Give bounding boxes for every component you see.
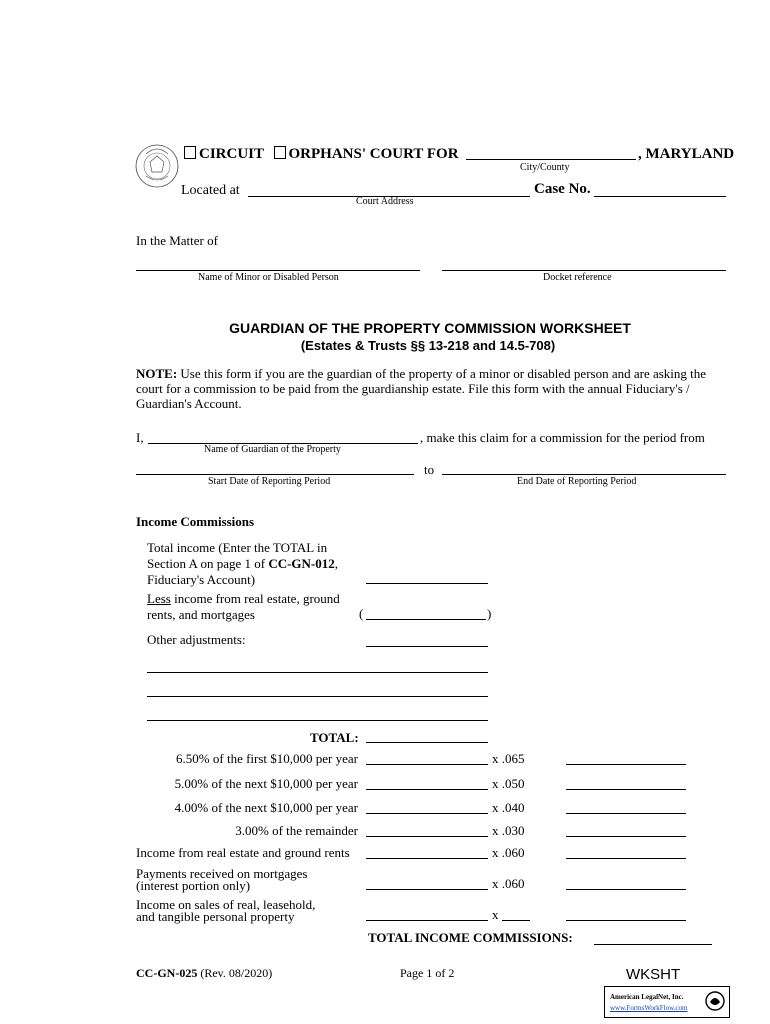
total-label: TOTAL: <box>310 730 359 745</box>
rate-row-label: Income from real estate and ground rents <box>136 845 350 860</box>
cc-gn-012-ref: CC-GN-012 <box>268 556 335 571</box>
claim-text: , make this claim for a commission for the period from <box>420 430 705 445</box>
wksht-label: WKSHT <box>626 966 681 983</box>
guardian-name-caption: Name of Guardian of the Property <box>204 444 341 455</box>
rate-row-label: 3.00% of the remainder <box>235 823 358 838</box>
form-id-code: CC-GN-025 <box>136 966 198 980</box>
total-income-line-2a: Section A on page 1 of <box>147 556 269 571</box>
sales-result-field[interactable] <box>566 920 686 921</box>
paren-close: ) <box>487 606 492 621</box>
total-field[interactable] <box>366 742 488 743</box>
adjustment-line-1[interactable] <box>147 672 488 673</box>
rate-row-label: 6.50% of the first $10,000 per year <box>176 751 358 766</box>
publisher-logo <box>604 986 730 1018</box>
less-income-field[interactable] <box>366 619 486 620</box>
page-number: Page 1 of 2 <box>400 966 455 980</box>
mortgages-multiplier: x .060 <box>492 876 525 891</box>
rate-row-amount-field[interactable] <box>366 813 488 814</box>
rate-row-result-field[interactable] <box>566 858 686 859</box>
note-line-2: court for a commission to be paid from the guardianship estate. File this form with the annual Fiduciary's / <box>136 381 690 396</box>
note-line-3: Guardian's Account. <box>136 396 242 411</box>
in-the-matter-label: In the Matter of <box>136 233 218 248</box>
total-income-commissions-label: TOTAL INCOME COMMISSIONS: <box>368 930 573 945</box>
note-label: NOTE: <box>136 366 178 381</box>
mortgages-result-field[interactable] <box>566 889 686 890</box>
note-line-1 <box>136 366 706 382</box>
total-income-line-2 <box>147 556 338 572</box>
adjustment-line-2[interactable] <box>147 696 488 697</box>
rate-row-multiplier: x .065 <box>492 751 525 766</box>
rate-row-result-field[interactable] <box>566 836 686 837</box>
state-label: , MARYLAND <box>638 146 735 162</box>
sales-line-2: and tangible personal property <box>136 909 295 924</box>
total-income-commissions-field[interactable] <box>594 944 712 945</box>
end-date-caption: End Date of Reporting Period <box>517 476 637 487</box>
other-adjustments-label: Other adjustments: <box>147 632 246 647</box>
form-revision: (Rev. 08/2020) <box>200 966 273 980</box>
publisher-seal-icon <box>704 990 726 1012</box>
note-text-1: Use this form if you are the guardian of the property of a minor or disabled person and are asking the <box>180 366 707 381</box>
form-subtitle: (Estates & Trusts §§ 13-218 and 14.5-708) <box>300 338 556 353</box>
rate-row-amount-field[interactable] <box>366 764 488 765</box>
circuit-label: CIRCUIT <box>199 146 264 162</box>
to-label: to <box>424 462 435 477</box>
rate-row-multiplier: x .030 <box>492 823 525 838</box>
i-label: I, <box>136 430 144 445</box>
publisher-name: American LegalNet, Inc. <box>610 993 684 1001</box>
circuit-checkbox[interactable] <box>184 146 196 159</box>
rate-row-result-field[interactable] <box>566 813 686 814</box>
rate-row-label: 4.00% of the next $10,000 per year <box>174 800 358 815</box>
rate-row-multiplier: x .040 <box>492 800 525 815</box>
case-no-label: Case No. <box>534 181 591 197</box>
income-commissions-heading: Income Commissions <box>136 514 255 529</box>
maryland-seal-icon <box>134 140 180 192</box>
rate-row-amount-field[interactable] <box>366 836 488 837</box>
other-adjustments-field[interactable] <box>366 646 488 647</box>
person-name-field[interactable] <box>136 270 420 271</box>
docket-reference-field[interactable] <box>442 270 726 271</box>
rate-row-amount-field[interactable] <box>366 858 488 859</box>
city-county-caption: City/County <box>520 162 570 173</box>
publisher-website-link[interactable]: www.FormsWorkFlow.com <box>610 1004 688 1012</box>
start-date-field[interactable] <box>136 474 414 475</box>
rate-row-result-field[interactable] <box>566 789 686 790</box>
mortgages-amount-field[interactable] <box>366 889 488 890</box>
rate-row-label: 5.00% of the next $10,000 per year <box>174 776 358 791</box>
orphans-court-checkbox[interactable] <box>274 146 286 159</box>
mortgages-line-2: (interest portion only) <box>136 878 251 893</box>
paren-open: ( <box>359 606 364 621</box>
case-no-field[interactable] <box>594 196 726 197</box>
start-date-caption: Start Date of Reporting Period <box>208 476 331 487</box>
city-county-field[interactable] <box>466 159 636 160</box>
mortgages-line-1: Payments received on mortgages <box>136 866 308 881</box>
end-date-field[interactable] <box>442 474 726 475</box>
form-title: GUARDIAN OF THE PROPERTY COMMISSION WORKSHEET <box>229 320 631 336</box>
form-id <box>136 966 272 981</box>
sales-line-1: Income on sales of real, leasehold, <box>136 897 316 912</box>
total-income-field[interactable] <box>366 583 488 584</box>
docket-caption: Docket reference <box>543 272 612 283</box>
rate-row-amount-field[interactable] <box>366 789 488 790</box>
court-address-caption: Court Address <box>356 196 414 207</box>
adjustment-line-3[interactable] <box>147 720 488 721</box>
orphans-court-label: ORPHANS' COURT FOR <box>288 146 459 162</box>
total-income-line-2c: , <box>334 556 339 571</box>
rate-row-multiplier: x .050 <box>492 776 525 791</box>
less-word: Less <box>147 591 171 606</box>
total-income-line-1: Total income (Enter the TOTAL in <box>147 540 328 555</box>
person-name-caption: Name of Minor or Disabled Person <box>198 272 339 283</box>
located-at-label: Located at <box>181 183 240 198</box>
sales-rate-field[interactable] <box>502 920 530 921</box>
less-income-line-2: rents, and mortgages <box>147 607 255 622</box>
sales-multiplier-label: x <box>492 907 499 922</box>
rate-row-result-field[interactable] <box>566 764 686 765</box>
court-type-row <box>184 146 459 163</box>
rate-row-multiplier: x .060 <box>492 845 525 860</box>
sales-amount-field[interactable] <box>366 920 488 921</box>
total-income-line-3: Fiduciary's Account) <box>147 572 256 587</box>
less-income-line-1 <box>147 591 340 607</box>
less-text-1: income from real estate, ground <box>170 591 340 606</box>
